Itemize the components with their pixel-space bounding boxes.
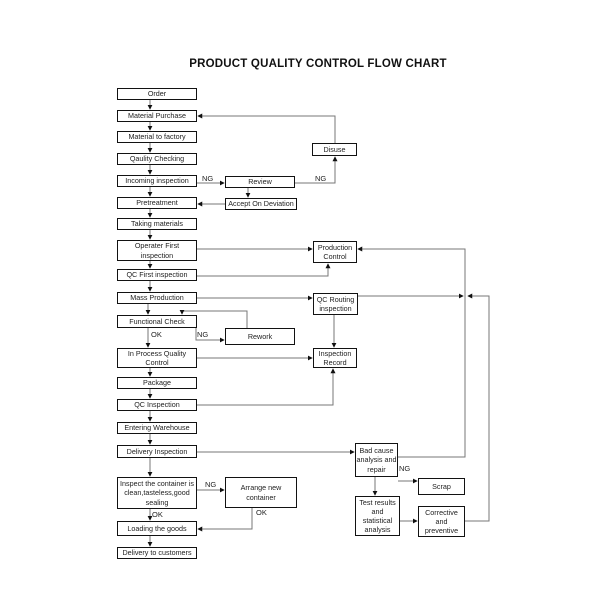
node-test-results: Test results and statistical analysis bbox=[355, 496, 400, 536]
node-qc-first-inspection: QC First inspection bbox=[117, 269, 197, 281]
node-package: Package bbox=[117, 377, 197, 389]
node-order: Order bbox=[117, 88, 197, 100]
node-functional-check: Functional Check bbox=[117, 315, 197, 328]
node-bad-cause-analysis: Bad cause analysis and repair bbox=[355, 443, 398, 477]
edge-label-ok-container: OK bbox=[152, 510, 163, 519]
edge-label-ok-functional: OK bbox=[151, 330, 162, 339]
edge-label-ng-incoming: NG bbox=[202, 174, 214, 183]
edge-label-ok-arrange: OK bbox=[256, 508, 267, 517]
node-production-control: Production Control bbox=[313, 241, 357, 263]
edge-label-ng-container: NG bbox=[205, 480, 217, 489]
node-disuse: Disuse bbox=[312, 143, 357, 156]
node-qc-inspection: QC Inspection bbox=[117, 399, 197, 411]
node-mass-production: Mass Production bbox=[117, 292, 197, 304]
edge-label-ng-review: NG bbox=[315, 174, 327, 183]
edge-label-ng-badcause: NG bbox=[399, 464, 411, 473]
node-material-to-factory: Material to factory bbox=[117, 131, 197, 143]
edge-label-ng-functional: NG bbox=[197, 330, 209, 339]
node-delivery-inspection: Delivery Inspection bbox=[117, 445, 197, 458]
node-delivery-to-customers: Delivery to customers bbox=[117, 547, 197, 559]
node-quality-checking: Qaulity Checking bbox=[117, 153, 197, 165]
node-corrective-preventive: Corrective and preventive bbox=[418, 506, 465, 537]
node-review: Review bbox=[225, 176, 295, 188]
node-scrap: Scrap bbox=[418, 478, 465, 495]
node-taking-materials: Taking materials bbox=[117, 218, 197, 230]
node-operater-first-inspection: Operater First inspection bbox=[117, 240, 197, 261]
node-inspection-record: Inspection Record bbox=[313, 348, 357, 368]
node-accept-on-deviation: Accept On Deviation bbox=[225, 198, 297, 210]
node-rework: Rework bbox=[225, 328, 295, 345]
node-in-process-quality-control: In Process Quality Control bbox=[117, 348, 197, 368]
node-qc-routing-inspection: QC Routing inspection bbox=[313, 293, 358, 315]
node-incoming-inspection: Incoming inspection bbox=[117, 175, 197, 187]
node-loading-the-goods: Loading the goods bbox=[117, 521, 197, 536]
node-material-purchase: Material Purchase bbox=[117, 110, 197, 122]
node-pretreatment: Pretreatment bbox=[117, 197, 197, 209]
node-entering-warehouse: Entering Warehouse bbox=[117, 422, 197, 434]
node-arrange-new-container: Arrange new container bbox=[225, 477, 297, 508]
page-title: PRODUCT QUALITY CONTROL FLOW CHART bbox=[189, 58, 447, 70]
node-inspect-container: Inspect the container is clean,tasteless,good sealing bbox=[117, 477, 197, 509]
